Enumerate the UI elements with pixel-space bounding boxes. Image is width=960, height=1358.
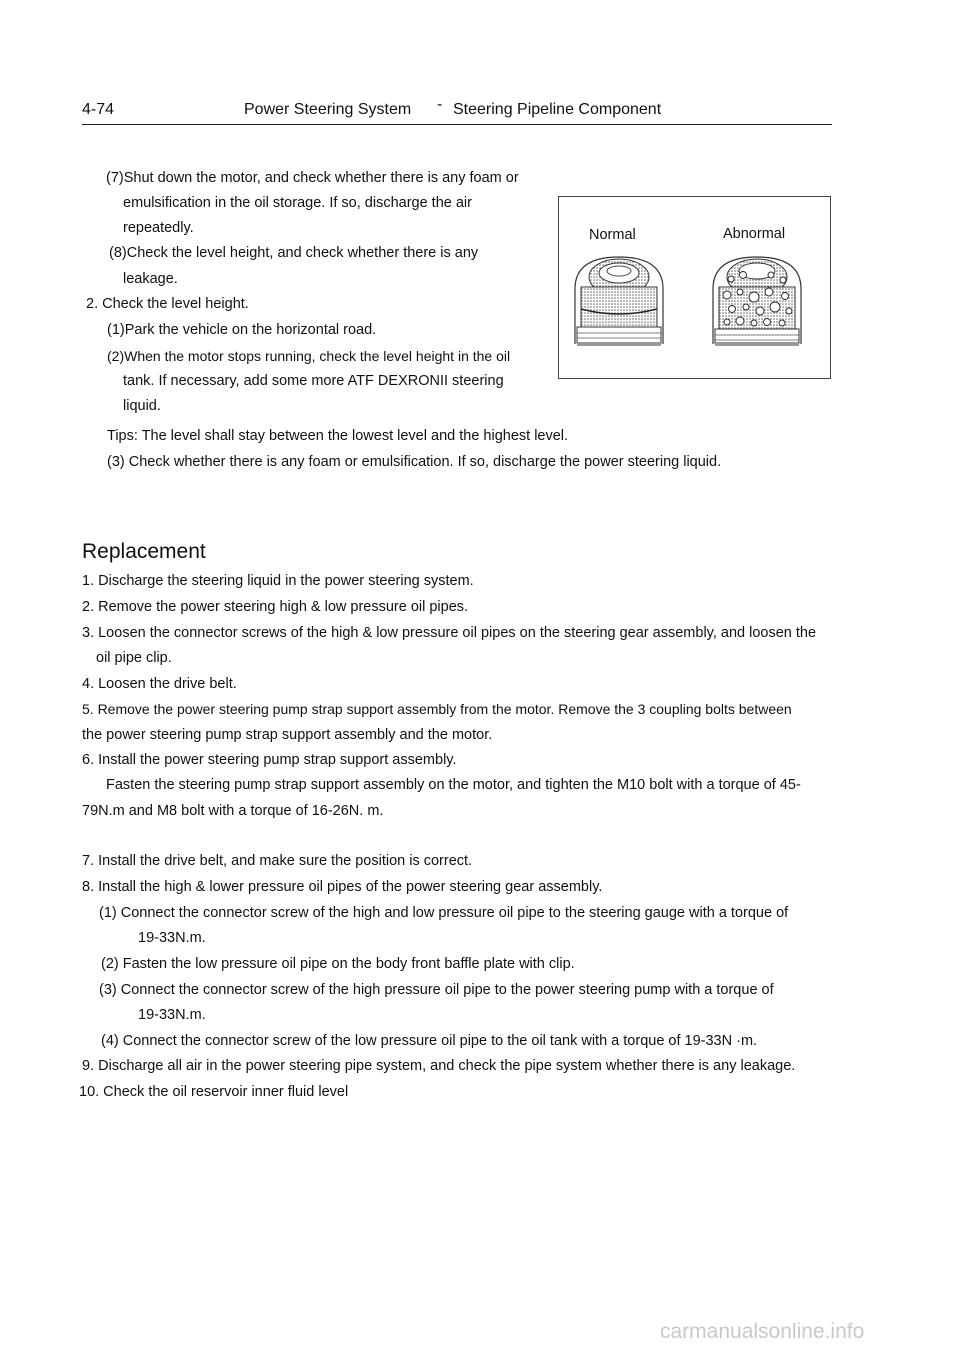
replacement-step-8-1-line-2: 19-33N.m. bbox=[138, 930, 206, 946]
replacement-step-5-line-2: the power steering pump strap support assembly and the motor. bbox=[82, 727, 493, 743]
check-level-step-1: (1)Park the vehicle on the horizontal road. bbox=[107, 322, 377, 338]
normal-reservoir-image bbox=[569, 249, 669, 354]
replacement-step-2: 2. Remove the power steering high & low pressure oil pipes. bbox=[82, 599, 469, 615]
subsection-title: Steering Pipeline Component bbox=[453, 101, 662, 118]
replacement-step-9: 9. Discharge all air in the power steering pipe system, and check the pipe system whether there is any leakage. bbox=[82, 1058, 796, 1074]
fluid-figure bbox=[558, 196, 831, 379]
page-number: 4-74 bbox=[82, 101, 115, 118]
step-7-line-2: emulsification in the oil storage. If so, discharge the air bbox=[123, 195, 472, 211]
replacement-step-3-line-2: oil pipe clip. bbox=[96, 650, 172, 666]
check-foam-line: (3) Check whether there is any foam or emulsification. If so, discharge the power steering liquid. bbox=[107, 454, 722, 470]
label-abnormal: Abnormal bbox=[723, 226, 786, 242]
check-level-step-2-line-1: (2)When the motor stops running, check the level height in the oil bbox=[107, 348, 511, 364]
replacement-heading: Replacement bbox=[82, 540, 206, 563]
label-normal: Normal bbox=[589, 227, 636, 243]
replacement-step-7: 7. Install the drive belt, and make sure the position is correct. bbox=[82, 853, 473, 869]
replacement-step-5-line-1: 5. Remove the power steering pump strap support assembly from the motor. Remove the 3 coupling bolts between bbox=[82, 701, 792, 717]
step-7-line-3: repeatedly. bbox=[123, 220, 194, 236]
replacement-step-6-detail-line-1: Fasten the steering pump strap support assembly on the motor, and tighten the M10 bolt with a torque of 45- bbox=[106, 777, 801, 793]
check-level-step-2-line-2: tank. If necessary, add some more ATF DEXRONII steering bbox=[123, 373, 504, 389]
tips-line: Tips: The level shall stay between the lowest level and the highest level. bbox=[107, 428, 569, 444]
watermark-text: carmanualsonline.info bbox=[660, 1320, 865, 1343]
replacement-step-8-3-line-2: 19-33N.m. bbox=[138, 1007, 206, 1023]
replacement-step-6: 6. Install the power steering pump strap support assembly. bbox=[82, 752, 457, 768]
replacement-step-10: 10. Check the oil reservoir inner fluid level bbox=[79, 1084, 349, 1100]
abnormal-reservoir-image bbox=[707, 249, 807, 354]
replacement-step-8-2: (2) Fasten the low pressure oil pipe on the body front baffle plate with clip. bbox=[101, 956, 575, 972]
check-level-heading: 2. Check the level height. bbox=[86, 296, 249, 312]
replacement-step-8-3-line-1: (3) Connect the connector screw of the high pressure oil pipe to the power steering pump with a torque of bbox=[99, 982, 774, 998]
step-8-line-1: (8)Check the level height, and check whether there is any bbox=[109, 245, 479, 261]
step-8-line-2: leakage. bbox=[123, 271, 178, 287]
replacement-step-1: 1. Discharge the steering liquid in the power steering system. bbox=[82, 573, 474, 589]
replacement-step-4: 4. Loosen the drive belt. bbox=[82, 676, 237, 692]
header-rule bbox=[82, 124, 832, 125]
replacement-step-3-line-1: 3. Loosen the connector screws of the high & low pressure oil pipes on the steering gear assembly, and loosen the bbox=[82, 625, 817, 641]
section-title: Power Steering System bbox=[244, 101, 412, 118]
replacement-step-8-4: (4) Connect the connector screw of the low pressure oil pipe to the oil tank with a torque of 19-33N ·m. bbox=[101, 1033, 758, 1049]
replacement-step-8: 8. Install the high & lower pressure oil pipes of the power steering gear assembly. bbox=[82, 879, 603, 895]
replacement-step-6-detail-line-2: 79N.m and M8 bolt with a torque of 16-26N. m. bbox=[82, 803, 384, 819]
header-separator: - bbox=[437, 96, 443, 113]
check-level-step-2-line-3: liquid. bbox=[123, 398, 161, 414]
replacement-step-8-1-line-1: (1) Connect the connector screw of the high and low pressure oil pipe to the steering gauge with a torque of bbox=[99, 905, 789, 921]
step-7-line-1: (7)Shut down the motor, and check whether there is any foam or bbox=[106, 170, 519, 186]
